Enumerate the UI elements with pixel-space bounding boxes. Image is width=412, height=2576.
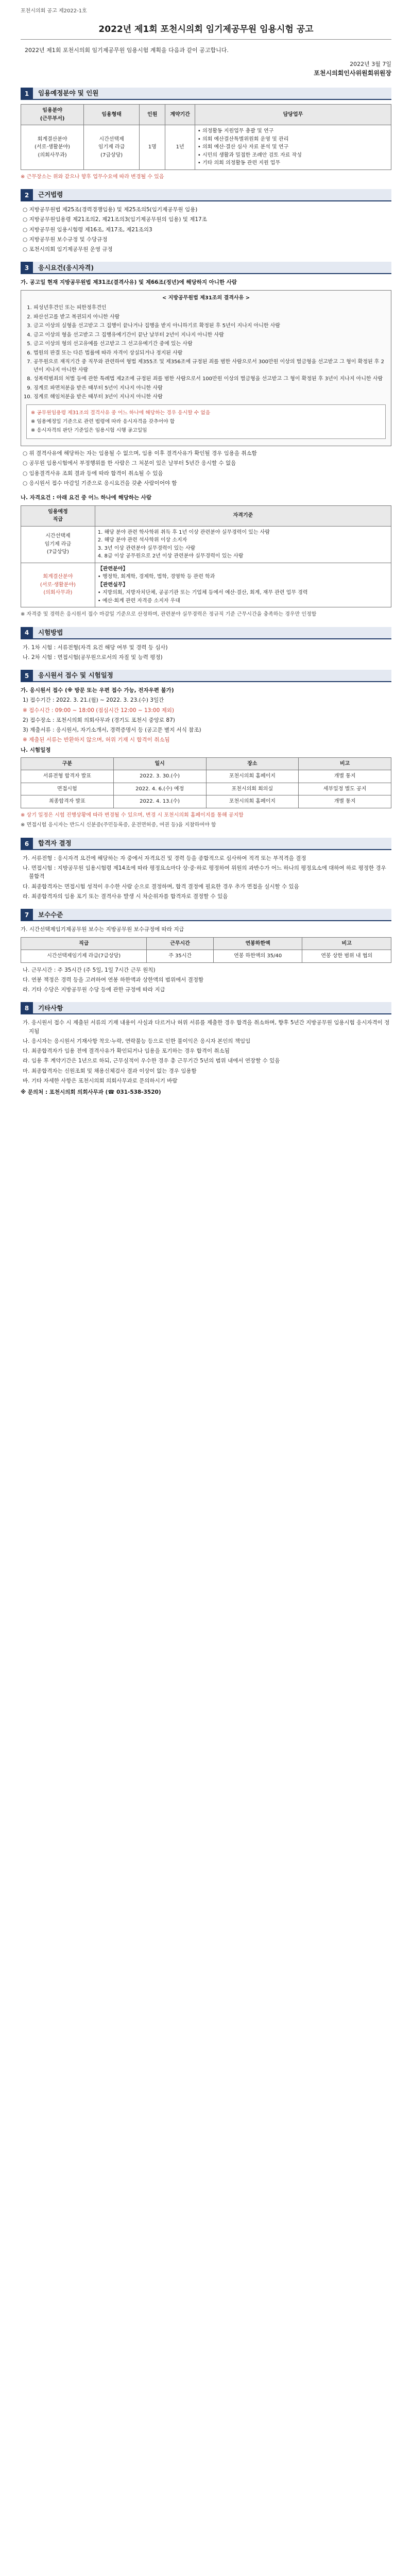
list-item: ○ 지방공무원법 제25조(경력경쟁임용) 및 제25조의5(임기제공무원 임용): [23, 207, 198, 213]
disqualification-list: [26, 304, 386, 401]
col-stage: 구분: [21, 757, 114, 770]
intro-text: 2022년 제1회 포천시의회 임기제공무원 임용시험 계획을 다음과 같이 공고합니다.: [25, 46, 229, 54]
col-criteria: 자격기준: [95, 505, 391, 526]
list-item: 5. 금고 이상의 형의 선고유예를 선고받고 그 선고유예기간 중에 있는 사람: [33, 340, 386, 348]
box-title: < 지방공무원법 제31조의 결격사유 >: [162, 295, 250, 301]
list-item: 나. 근무시간 : 주 35시간 (주 5일, 1일 7시간 근무 원칙): [23, 967, 156, 973]
cell-grade: 회계결산분야 (서로·생활분야) (의회사무과): [21, 563, 95, 607]
recruitment-table: [21, 104, 391, 170]
notice-page: [0, 0, 412, 1112]
list-item: 3) 제출서류 : 응시원서, 자기소개서, 경력증명서 등 (공고문 별지 서식 참조): [23, 727, 201, 734]
table-cell: 2022. 4. 13.(수): [113, 795, 206, 808]
list-item: 3. 금고 이상의 실형을 선고받고 그 집행이 끝나거나 집행을 받지 아니하기로 확정된 후 5년이 지나지 아니한 사람: [33, 322, 386, 330]
table-cell: 2022. 4. 6.(수) 예정: [113, 783, 206, 795]
duty-item: • 시민의 생활과 밀접한 조례안 검토 자료 작성: [197, 152, 302, 158]
table-cell: 개별 통지: [299, 795, 391, 808]
list-item: 가. 1차 시험 : 서류전형(자격 요건 해당 여부 및 경력 등 심사): [23, 644, 168, 651]
list-item: 바. 기타 자세한 사항은 포천시의회 의회사무과로 문의하시기 바람: [23, 1077, 178, 1084]
legal-basis-list: [21, 206, 391, 253]
table-row: [21, 950, 391, 963]
section-label: 보수수준: [33, 909, 391, 921]
disqualification-box: [21, 290, 391, 447]
section-number: 1: [21, 88, 33, 100]
section-number: 4: [21, 627, 33, 639]
list-item: ○ 응시원서 접수 마감일 기준으로 응시요건을 갖춘 사람이어야 함: [23, 480, 177, 486]
pass-decision-list: [21, 854, 391, 901]
section-label: 응시원서 접수 및 시험일정: [33, 670, 391, 682]
note-line: ※ 임용예정일 기준으로 관련 법령에 따라 응시자격을 갖추어야 함: [31, 418, 175, 425]
criteria-item: 4. 8급 이상 공무원으로 2년 이상 관련분야 실무경력이 있는 사람: [97, 553, 244, 560]
section-1-header: [21, 88, 391, 100]
table-cell: 포천시의회 회의실: [206, 783, 299, 795]
table-row: [21, 526, 391, 563]
list-item: 1) 접수기간 : 2022. 3. 21.(월) ~ 2022. 3. 23.(수) 3일간: [23, 697, 164, 704]
cell-count: 1명: [140, 125, 165, 170]
table-cell: 최종합격자 발표: [21, 795, 114, 808]
table-row: [21, 783, 391, 795]
contact-info: ※ 문의처 : 포천시의회 의회사무과 (☎ 031-538-3520): [21, 1089, 161, 1096]
col-duties: 담당업무: [195, 105, 391, 125]
notice-date: 2022년 3월 7일: [350, 61, 391, 68]
table-row: [21, 770, 391, 783]
criteria-item: 【관련실무】: [97, 582, 128, 588]
table-cell: 포천시의회 홈페이지: [206, 795, 299, 808]
list-item: ○ 지방공무원임용령 제21조의2, 제21조의3(임기제공무원의 임용) 및 제17조: [23, 216, 207, 223]
list-item: 다. 최종합격자가 임용 전에 결격사유가 확인되거나 임용을 포기하는 경우 합격이 취소됨: [23, 1048, 230, 1055]
qualification-lead: 나. 자격요건 : 아래 요건 중 어느 하나에 해당하는 사람: [21, 495, 152, 501]
section-1-note: ※ 근무장소는 위와 같으나 향후 업무수요에 따라 변경될 수 있음: [21, 174, 164, 180]
section-3-header: [21, 262, 391, 274]
list-item: 나. 응시자는 응시원서 기재사항 착오·누락, 연락불능 등으로 인한 불이익은 응시자 본인의 책임임: [23, 1038, 251, 1044]
list-item: 2. 파산선고를 받고 복권되지 아니한 사람: [33, 313, 386, 321]
col-salary: 연봉하한액: [213, 937, 302, 950]
cell-duties: [195, 125, 391, 170]
list-item: 라. 최종합격자의 임용 포기 또는 결격사유 발생 시 차순위자를 합격자로 결정할 수 있음: [23, 893, 228, 900]
list-item: 나. 2차 시험 : 면접시험(공무원으로서의 자질 및 능력 평정): [23, 654, 163, 660]
qualification-note: ※ 자격증 및 경력은 응시원서 접수 마감일 기준으로 산정하며, 관련분야 실무경력은 정규직 기준 근무시간을 충족하는 경우만 인정함: [21, 612, 317, 618]
list-item: 나. 면접시험 : 지방공무원 임용시험령 제14조에 따라 평정요소마다 상·중·하로 평정하여 위원의 과반수가 어느 하나의 평정요소에 대하여 하로 평정한 경우 불합격: [23, 865, 386, 880]
list-item: 라. 기타 수당은 지방공무원 수당 등에 관한 규정에 따라 지급: [23, 987, 165, 993]
disqualification-notes: [26, 404, 386, 439]
list-item: ○ 지방공무원 임용시험령 제16조, 제17조, 제21조의3: [23, 226, 152, 233]
table-row: [21, 125, 391, 170]
table-cell: 연봉 상한 범위 내 협의: [302, 950, 391, 963]
list-item: ※ 접수시간 : 09:00 ~ 18:00 (점심시간 12:00 ~ 13:00 제외): [23, 707, 174, 714]
col-field: 임용분야 (근무부서): [21, 105, 84, 125]
table-cell: 서류전형 합격자 발표: [21, 770, 114, 783]
list-item: ○ 포천시의회 임기제공무원 운영 규정: [23, 246, 113, 253]
list-item: 가. 응시원서 접수 시 제출된 서류의 기재 내용이 사실과 다르거나 허위 서류를 제출한 경우 합격을 취소하며, 향후 5년간 지방공무원 임용시험 응시자격이 정지됨: [23, 1020, 390, 1035]
cell-grade: 시간선택제 임기제 라급 (7급상당): [21, 526, 95, 563]
table-cell: 2022. 3. 30.(수): [113, 770, 206, 783]
col-remarks: 비고: [302, 937, 391, 950]
list-item: 10. 징계로 해임처분을 받은 때부터 3년이 지나지 아니한 사람: [33, 393, 386, 401]
list-item: 4. 금고 이상의 형을 선고받고 그 집행유예기간이 끝난 날부터 2년이 지나지 아니한 사람: [33, 331, 386, 340]
criteria-item: • 행정학, 회계학, 경제학, 법학, 경영학 등 관련 학과: [97, 574, 215, 580]
col-type: 임용형태: [84, 105, 140, 125]
section-label: 기타사항: [33, 1002, 391, 1014]
salary-table: [21, 937, 391, 963]
section-2-header: [21, 189, 391, 201]
qualification-table: [21, 505, 391, 608]
col-grade: 임용예정 직급: [21, 505, 95, 526]
issuing-organization: 포천시의회인사위원회위원장: [314, 70, 391, 77]
salary-list: [21, 966, 391, 994]
list-item: 마. 최종합격자는 신원조회 및 채용신체검사 결과 이상이 없는 경우 임용함: [23, 1067, 197, 1074]
section-8-header: [21, 1002, 391, 1014]
section-number: 5: [21, 670, 33, 682]
section-5-header: [21, 670, 391, 682]
table-cell: 개별 통지: [299, 770, 391, 783]
list-item: ○ 임용결격사유 조회 결과 등에 따라 합격이 취소될 수 있음: [23, 470, 163, 477]
schedule-table: [21, 757, 391, 808]
list-item: 다. 연봉 책정은 경력 등을 고려하여 연봉 하한액과 상한액의 범위에서 결정함: [23, 976, 204, 983]
table-cell: 연봉 하한액의 35/40: [213, 950, 302, 963]
note-line: ※ 응시자격의 판단 기준일은 임용시험 시행 공고일임: [31, 428, 147, 434]
list-item: ※ 제출된 서류는 반환하지 않으며, 허위 기재 시 합격이 취소됨: [23, 737, 170, 743]
list-item: 가. 서류전형 : 응시자격 요건에 해당하는 자 중에서 자격요건 및 경력 등을 종합적으로 심사하여 적격 또는 부적격을 결정: [23, 855, 306, 861]
section-4-header: [21, 627, 391, 639]
list-item: 1. 피성년후견인 또는 피한정후견인: [33, 304, 386, 312]
exam-method-list: [21, 643, 391, 662]
col-period: 계약기간: [165, 105, 195, 125]
section-number: 2: [21, 189, 33, 201]
cell-period: 1년: [165, 125, 195, 170]
col-place: 장소: [206, 757, 299, 770]
criteria-item: 1. 해당 분야 관련 학사학위 취득 후 1년 이상 관련분야 실무경력이 있는 사람: [97, 529, 270, 535]
col-datetime: 일시: [113, 757, 206, 770]
section-label: 시험방법: [33, 627, 391, 639]
page-title: 2022년 제1회 포천시의회 임기제공무원 임용시험 공고: [21, 23, 391, 40]
table-cell: 주 35시간: [147, 950, 213, 963]
salary-lead: 가. 시간선택제임기제공무원 보수는 지방공무원 보수규정에 따라 지급: [21, 926, 184, 933]
list-item: ○ 위 결격사유에 해당하는 자는 임용될 수 없으며, 임용 이후 결격사유가 확인될 경우 임용을 취소함: [23, 450, 257, 457]
list-item: ○ 지방공무원 보수규정 및 수당규정: [23, 236, 108, 243]
section-6-header: [21, 838, 391, 850]
duty-item: • 의회 예산·결산 심사 자료 분석 및 연구: [197, 144, 289, 150]
section-label: 응시요건(응시자격): [33, 262, 391, 274]
notice-number: 포천시의회 공고 제2022-1호: [21, 8, 87, 14]
criteria-item: 3. 3년 이상 관련분야 실무경력이 있는 사람: [97, 545, 196, 551]
application-list: [21, 696, 391, 744]
list-item: 2) 접수장소 : 포천시의회 의회사무과 (경기도 포천시 중앙로 87): [23, 717, 175, 723]
list-item: 8. 성폭력범죄의 처벌 등에 관한 특례법 제2조에 규정된 죄를 범한 사람으로서 100만원 이상의 벌금형을 선고받고 그 형이 확정된 후 3년이 지나지 아니한 사람: [33, 375, 386, 383]
section-number: 3: [21, 262, 33, 274]
col-count: 인원: [140, 105, 165, 125]
misc-list: [21, 1019, 391, 1085]
cell-criteria: [95, 526, 391, 563]
section-label: 근거법령: [33, 189, 391, 201]
criteria-item: 【관련분야】: [97, 566, 128, 572]
section-label: 임용예정분야 및 인원: [33, 88, 391, 100]
list-item: 6. 법원의 판결 또는 다른 법률에 따라 자격이 상실되거나 정지된 사람: [33, 349, 386, 358]
list-item: ○ 공무원 임용시험에서 부정행위를 한 사람은 그 처분이 있은 날부터 5년간 응시할 수 없음: [23, 460, 236, 467]
cell-criteria: [95, 563, 391, 607]
criteria-item: • 예산·회계 관련 자격증 소지자 우대: [97, 598, 181, 604]
cell-type: 시간선택제 임기제 라급 (7급상당): [84, 125, 140, 170]
duty-item: • 의정활동 지원업무 총괄 및 연구: [197, 128, 274, 134]
note-line: ※ 공무원임용령 제31조의 결격사유 중 어느 하나에 해당하는 경우 응시할 수 없음: [31, 410, 211, 416]
schedule-note: ※ 면접시험 응시자는 반드시 신분증(주민등록증, 운전면허증, 여권 등)을 지참하여야 함: [21, 822, 216, 828]
col-grade: 직급: [21, 937, 147, 950]
col-hours: 근무시간: [147, 937, 213, 950]
table-cell: 시간선택제임기제 라급(7급상당): [21, 950, 147, 963]
table-cell: 포천시의회 홈페이지: [206, 770, 299, 783]
col-remarks: 비고: [299, 757, 391, 770]
list-item: 라. 임용 후 계약기간은 1년으로 하되, 근무실적이 우수한 경우 총 근무기간 5년의 범위 내에서 연장할 수 있음: [23, 1058, 280, 1064]
table-row: [21, 795, 391, 808]
cell-field: 회계결산분야 (서로·생활분야) (의회사무과): [21, 125, 84, 170]
eligibility-lead: 가. 공고일 현재 지방공무원법 제31조(결격사유) 및 제66조(정년)에 해당하지 아니한 사람: [21, 279, 237, 286]
schedule-lead: 나. 시험일정: [21, 747, 51, 753]
table-cell: 세부일정 별도 공지: [299, 783, 391, 795]
criteria-item: 2. 해당 분야 관련 석사학위 이상 소지자: [97, 537, 187, 544]
table-row: [21, 563, 391, 607]
duty-item: • 기타 의회 의정활동 관련 지원 업무: [197, 160, 281, 166]
list-item: 9. 징계로 파면처분을 받은 때부터 5년이 지나지 아니한 사람: [33, 384, 386, 393]
section-number: 6: [21, 838, 33, 850]
section-number: 8: [21, 1002, 33, 1014]
list-item: 7. 공무원으로 재직기간 중 직무와 관련하여 형법 제355조 및 제356조에 규정된 죄를 범한 사람으로서 300만원 이상의 벌금형을 선고받고 그 형이 확정된 후 2년이 지나지 아니한 사람: [33, 358, 386, 374]
section-7-header: [21, 909, 391, 921]
table-cell: 면접시험: [21, 783, 114, 795]
list-item: 다. 최종합격자는 면접시험 성적이 우수한 사람 순으로 결정하며, 합격 결정에 필요한 경우 추가 면접을 실시할 수 있음: [23, 883, 299, 890]
criteria-item: • 지방의회, 지방자치단체, 공공기관 또는 기업체 등에서 예산·결산, 회계, 재무 관련 업무 경력: [97, 590, 308, 596]
duty-item: • 의회 예산결산특별위원회 운영 및 관리: [197, 136, 289, 142]
eligibility-points: [21, 449, 391, 487]
application-lead: 가. 응시원서 접수 (※ 방문 또는 우편 접수 가능, 전자우편 불가): [21, 687, 174, 694]
section-number: 7: [21, 909, 33, 921]
schedule-note: ※ 상기 일정은 시험 진행상황에 따라 변경될 수 있으며, 변경 시 포천시의회 홈페이지를 통해 공지함: [21, 812, 244, 818]
section-label: 합격자 결정: [33, 838, 391, 850]
